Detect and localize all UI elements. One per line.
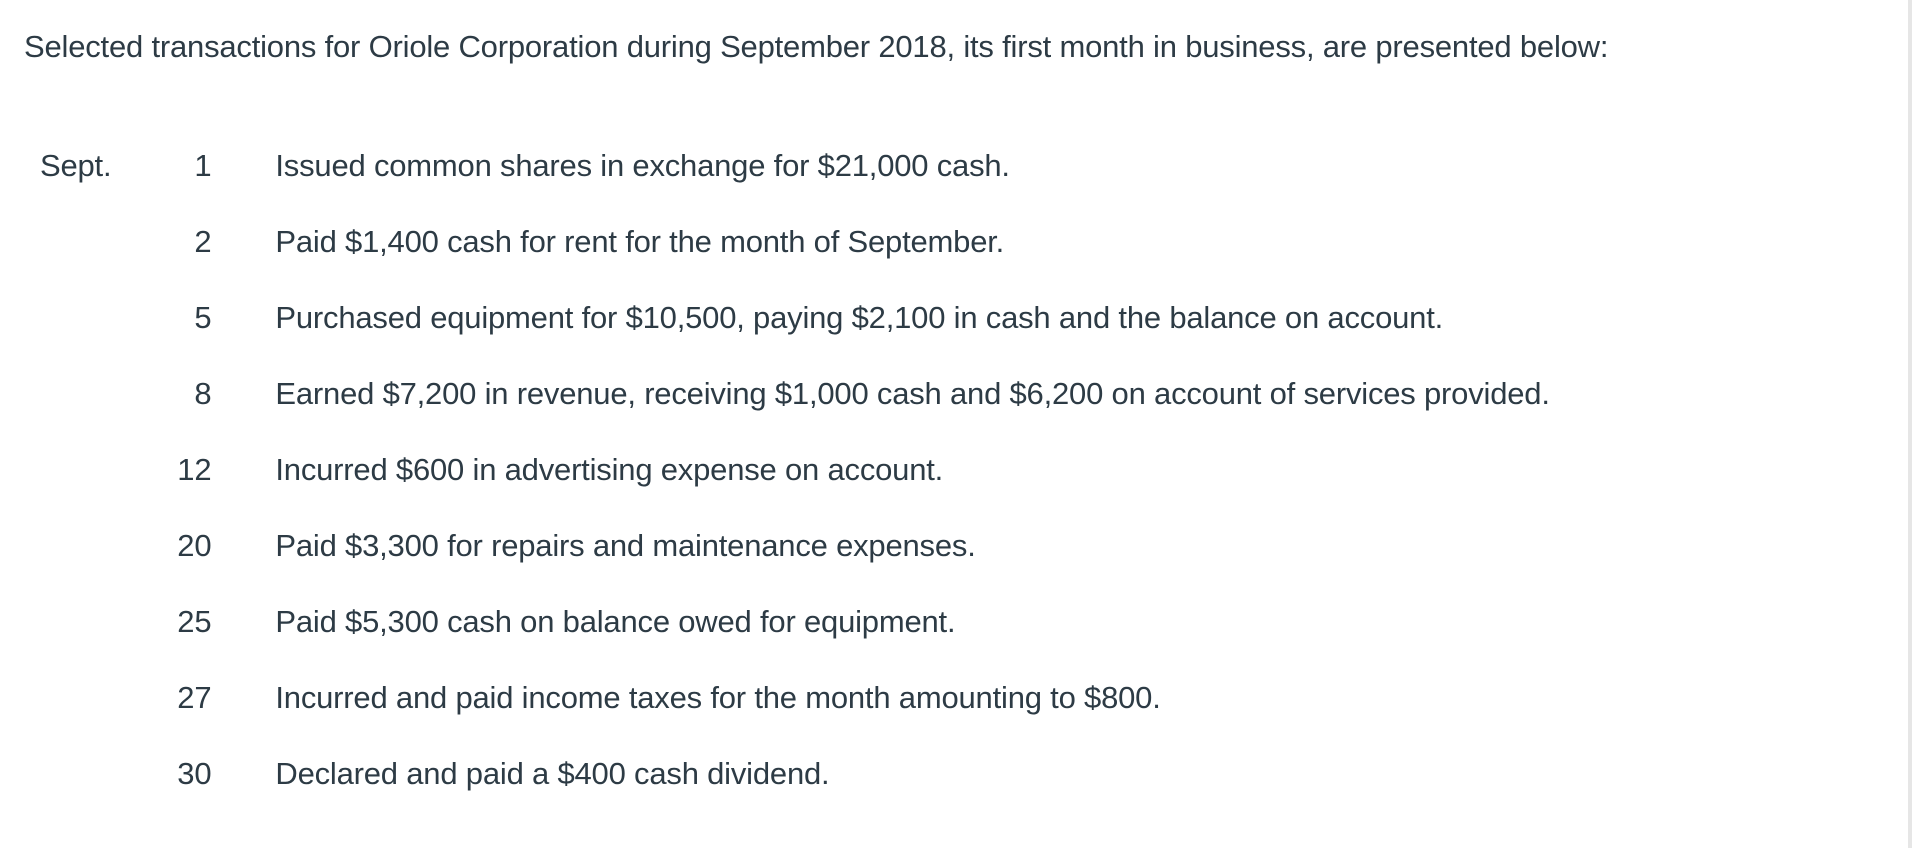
- transaction-day: 27: [177, 680, 212, 715]
- transaction-row: [0, 508, 1550, 584]
- transactions-table: [0, 128, 1550, 812]
- transaction-month: [0, 584, 111, 660]
- transaction-month: Sept.: [40, 148, 112, 183]
- transaction-description: Purchased equipment for $10,500, paying $2,100 in cash and the balance on account.: [275, 300, 1444, 335]
- transaction-day: 5: [194, 300, 212, 335]
- transaction-row: [0, 204, 1550, 280]
- transaction-day: 2: [194, 224, 212, 259]
- transaction-day: 20: [177, 528, 212, 563]
- transaction-month: [0, 204, 111, 280]
- transaction-description: Incurred $600 in advertising expense on account.: [275, 452, 944, 487]
- transaction-row: [0, 128, 1550, 204]
- transaction-day: 25: [177, 604, 212, 639]
- transaction-description: Issued common shares in exchange for $21,000 cash.: [275, 148, 1010, 183]
- transaction-description: Incurred and paid income taxes for the month amounting to $800.: [275, 680, 1161, 715]
- transaction-row: [0, 432, 1550, 508]
- transaction-row: [0, 584, 1550, 660]
- transaction-month: [0, 432, 111, 508]
- transaction-month: [0, 736, 111, 812]
- transaction-month: [0, 660, 111, 736]
- problem-intro: Selected transactions for Oriole Corporation during September 2018, its first month in business, are presented below:: [24, 29, 1609, 64]
- page-edge-divider: [1908, 0, 1912, 848]
- transaction-row: [0, 280, 1550, 356]
- transaction-day: 30: [177, 756, 212, 791]
- transaction-description: Paid $1,400 cash for rent for the month of September.: [275, 224, 1005, 259]
- transaction-description: Earned $7,200 in revenue, receiving $1,000 cash and $6,200 on account of services provided.: [275, 376, 1550, 411]
- transaction-description: Paid $5,300 cash on balance owed for equipment.: [275, 604, 956, 639]
- transaction-day: 12: [177, 452, 212, 487]
- transaction-day: 8: [194, 376, 212, 411]
- transaction-month: [0, 280, 111, 356]
- transaction-month: [0, 508, 111, 584]
- transaction-row: [0, 736, 1550, 812]
- transaction-description: Declared and paid a $400 cash dividend.: [275, 756, 830, 791]
- transaction-row: [0, 356, 1550, 432]
- transaction-row: [0, 660, 1550, 736]
- transaction-day: 1: [194, 148, 212, 183]
- transaction-month: [0, 356, 111, 432]
- transaction-description: Paid $3,300 for repairs and maintenance expenses.: [275, 528, 976, 563]
